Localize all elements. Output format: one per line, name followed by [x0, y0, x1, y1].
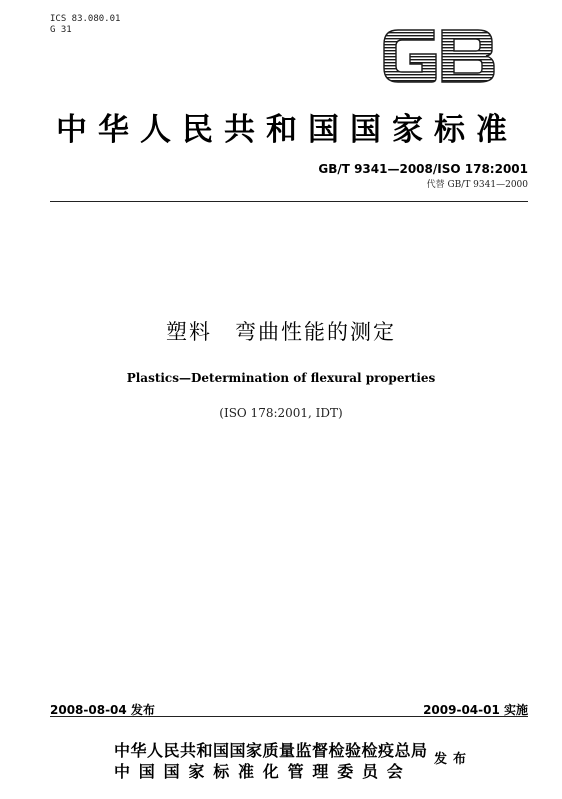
- top-divider: [50, 201, 528, 202]
- ccs-code: G 31: [50, 25, 72, 35]
- ics-code: ICS 83.080.01: [50, 14, 121, 24]
- bottom-divider: [50, 716, 528, 717]
- iso-reference: (ISO 178:2001, IDT): [219, 406, 343, 420]
- replaces-standard: 代替 GB/T 9341—2000: [426, 180, 528, 190]
- gb-logo: [378, 20, 500, 92]
- standard-number: GB/T 9341—2008/ISO 178:2001: [318, 162, 528, 176]
- issue-date: 2008-08-04 发布: [50, 703, 155, 717]
- implementation-date: 2009-04-01 实施: [423, 703, 528, 717]
- logo-text: GB: [378, 20, 380, 21]
- issuer-aqsiq: 中华人民共和国国家质量监督检验检疫总局: [114, 741, 428, 760]
- standard-title: 中华人民共和国国家标准: [56, 112, 518, 148]
- classification-codes: [50, 14, 120, 36]
- issuer-sac: 中国国家标准化管理委员会: [114, 762, 412, 781]
- document-title-cn: 塑料 弯曲性能的测定: [166, 320, 396, 344]
- publish-label: 发布: [434, 752, 473, 767]
- document-title-en: Plastics—Determination of flexural properties: [126, 371, 436, 385]
